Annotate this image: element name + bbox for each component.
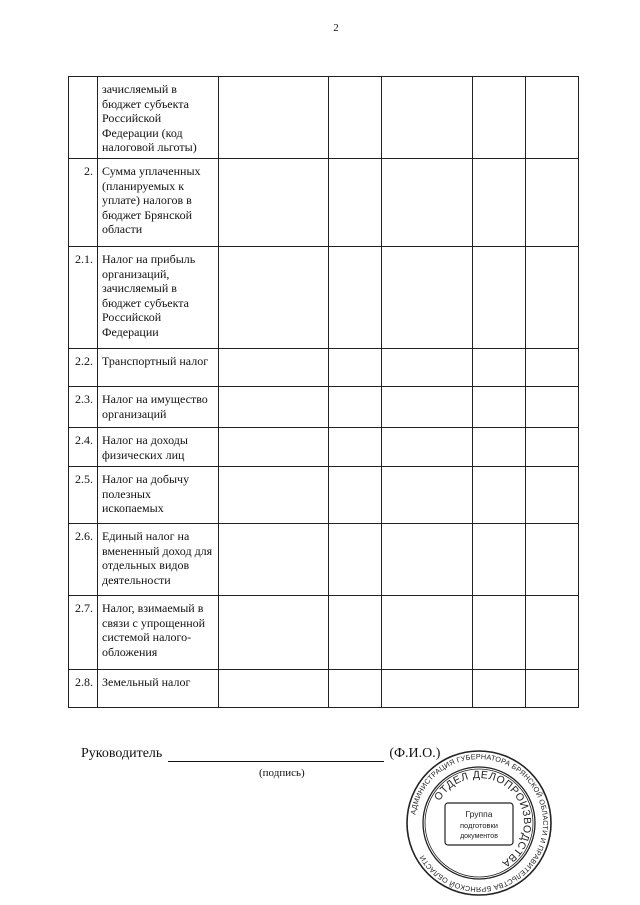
value-cell (473, 596, 526, 670)
value-cell (382, 524, 473, 596)
svg-text:ОТДЕЛ ДЕЛОПРОИЗВОДСТВА (432, 769, 533, 870)
stamp-outer-text: АДМИНИСТРАЦИЯ ГУБЕРНАТОРА БРЯНСКОЙ ОБЛАСТИ И ПРАВИТЕЛЬСТВА БРЯНСКОЙ ОБЛАСТИ (408, 751, 551, 895)
value-cell (382, 349, 473, 387)
value-cell (526, 670, 579, 708)
value-cell (329, 467, 382, 524)
value-cell (219, 159, 329, 247)
tax-table (68, 76, 579, 708)
fio-label: (Ф.И.О.) (389, 746, 441, 761)
value-cell (329, 159, 382, 247)
page-number: 2 (333, 22, 339, 34)
value-cell (382, 467, 473, 524)
value-cell (473, 247, 526, 349)
table-row (69, 387, 579, 428)
value-cell (382, 596, 473, 670)
value-cell (526, 524, 579, 596)
value-cell (329, 349, 382, 387)
value-cell (382, 670, 473, 708)
row-number: 2. (69, 159, 98, 247)
value-cell (219, 247, 329, 349)
row-number: 2.5. (69, 467, 98, 524)
row-number: 2.6. (69, 524, 98, 596)
value-cell (526, 349, 579, 387)
value-cell (382, 159, 473, 247)
value-cell (329, 247, 382, 349)
table-row (69, 247, 579, 349)
row-name: зачисляемый в бюджет субъекта Российской Федерации (код налоговой льготы) (98, 77, 219, 159)
stamp-center-line2: подготовки (460, 821, 498, 830)
row-number: 2.3. (69, 387, 98, 428)
row-number: 2.1. (69, 247, 98, 349)
value-cell (526, 596, 579, 670)
row-name: Налог на прибыль организаций, зачисляемый в бюджет субъекта Российской Федерации (98, 247, 219, 349)
table-row (69, 596, 579, 670)
value-cell (329, 596, 382, 670)
value-cell (473, 387, 526, 428)
table-row (69, 467, 579, 524)
value-cell (219, 387, 329, 428)
stamp-center-line1: Группа (465, 809, 493, 819)
value-cell (219, 467, 329, 524)
row-name: Земельный налог (98, 670, 219, 708)
value-cell (382, 77, 473, 159)
table-row (69, 670, 579, 708)
row-name: Транспортный налог (98, 349, 219, 387)
table-row (69, 77, 579, 159)
row-number: 2.4. (69, 428, 98, 467)
row-number: 2.2. (69, 349, 98, 387)
value-cell (219, 428, 329, 467)
row-name: Налог на имущество организаций (98, 387, 219, 428)
value-cell (473, 524, 526, 596)
row-name: Единый налог на вмененный доход для отдельных видов деятельности (98, 524, 219, 596)
value-cell (219, 596, 329, 670)
value-cell (526, 77, 579, 159)
value-cell (219, 524, 329, 596)
value-cell (473, 349, 526, 387)
stamp-seal (405, 749, 553, 897)
value-cell (382, 428, 473, 467)
value-cell (329, 428, 382, 467)
value-cell (526, 159, 579, 247)
signature-line (81, 746, 440, 762)
value-cell (329, 387, 382, 428)
value-cell (473, 467, 526, 524)
value-cell (329, 77, 382, 159)
row-number (69, 77, 98, 159)
signature-label: Руководитель (81, 746, 163, 761)
value-cell (526, 247, 579, 349)
value-cell (473, 428, 526, 467)
row-name: Налог, взимаемый в связи с упрощенной системой налого-обложения (98, 596, 219, 670)
row-name: Налог на добычу полезных ископаемых (98, 467, 219, 524)
stamp-center-line3: документов (460, 833, 498, 840)
table-row (69, 159, 579, 247)
value-cell (473, 670, 526, 708)
table-row (69, 349, 579, 387)
row-name: Сумма уплаченных (планируемых к уплате) налогов в бюджет Брянской области (98, 159, 219, 247)
value-cell (382, 247, 473, 349)
value-cell (219, 349, 329, 387)
stamp-inner-text: ОТДЕЛ ДЕЛОПРОИЗВОДСТВА (431, 768, 534, 870)
value-cell (329, 524, 382, 596)
value-cell (329, 670, 382, 708)
signature-caption: (подпись) (259, 767, 305, 779)
value-cell (473, 77, 526, 159)
value-cell (526, 428, 579, 467)
value-cell (219, 77, 329, 159)
table-row (69, 524, 579, 596)
value-cell (473, 159, 526, 247)
value-cell (382, 387, 473, 428)
table-row (69, 428, 579, 467)
value-cell (526, 467, 579, 524)
value-cell (526, 387, 579, 428)
signature-underline (168, 747, 384, 762)
row-number: 2.7. (69, 596, 98, 670)
value-cell (219, 670, 329, 708)
row-number: 2.8. (69, 670, 98, 708)
row-name: Налог на доходы физических лиц (98, 428, 219, 467)
